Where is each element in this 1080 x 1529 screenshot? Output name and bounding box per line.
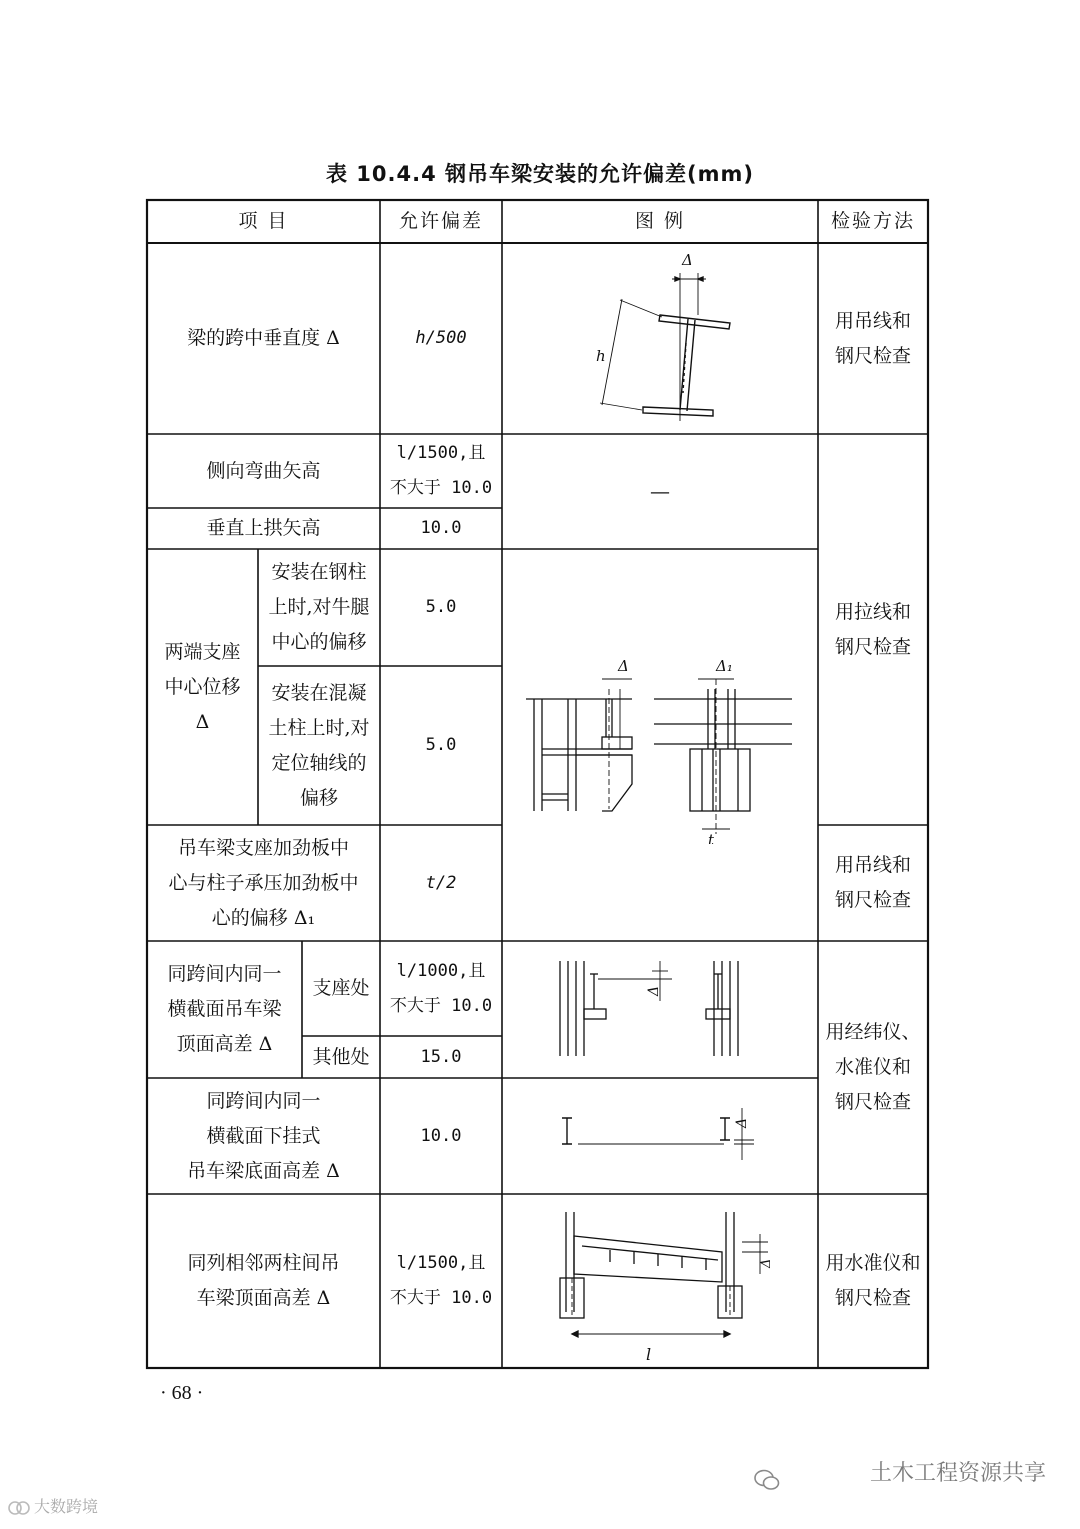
label-delta-left: Δ xyxy=(618,657,629,675)
watermark-logo-icon xyxy=(8,1499,30,1517)
watermark-right: 土木工程资源共享 xyxy=(869,1461,1046,1486)
page-number: · 68 · xyxy=(160,1382,204,1404)
method-line: 用经纬仪、 xyxy=(825,1021,921,1043)
wechat-icon xyxy=(754,1469,780,1491)
tolerance-line: l/1500,且 xyxy=(396,443,486,463)
method-line: 用吊线和 xyxy=(834,854,911,876)
row4-sub-a xyxy=(258,549,380,666)
row4-tol-a: 5.0 xyxy=(425,597,457,617)
group-line: 两端支座 xyxy=(164,640,241,663)
row6-sub-b: 其他处 xyxy=(312,1045,370,1068)
row5-tolerance: t/2 xyxy=(425,872,457,893)
item-line: 心与柱子承压加劲板中 xyxy=(168,871,359,894)
figure-adjacent-columns xyxy=(502,1194,818,1368)
table-title: 表 10.4.4 钢吊车梁安装的允许偏差(mm) xyxy=(326,162,754,186)
row4-group xyxy=(147,549,258,825)
item-line: 车梁顶面高差 Δ xyxy=(196,1287,331,1309)
group-line: 同跨间内同一 xyxy=(167,963,282,985)
item-line: 心的偏移 Δ₁ xyxy=(211,906,316,929)
tolerance-line: 不大于 10.0 xyxy=(389,995,493,1016)
label-delta1: Δ₁ xyxy=(716,657,733,675)
row2-4-method xyxy=(818,434,928,825)
label-delta-adjacent: Δ xyxy=(759,1258,774,1268)
header-tolerance: 允许偏差 xyxy=(398,210,483,232)
row7-item xyxy=(147,1078,380,1194)
row1-tolerance: h/500 xyxy=(415,328,467,348)
header-item: 项 目 xyxy=(238,210,289,232)
row8-tolerance xyxy=(380,1194,502,1368)
sub-line: 偏移 xyxy=(299,786,338,809)
row1-method xyxy=(818,243,928,434)
label-t: t xyxy=(708,831,715,844)
method-line: 用拉线和 xyxy=(834,600,911,623)
sub-line: 定位轴线的 xyxy=(271,751,367,774)
item-line: 横截面下挂式 xyxy=(206,1124,321,1147)
item-line: 同跨间内同一 xyxy=(206,1089,321,1112)
label-h: h xyxy=(596,347,606,365)
row1-item: 梁的跨中垂直度 Δ xyxy=(187,327,340,349)
group-line: 横截面吊车梁 xyxy=(167,998,282,1020)
tolerance-line: l/1000,且 xyxy=(396,960,486,981)
method-line: 钢尺检查 xyxy=(834,1287,911,1309)
sub-line: 土柱上时,对 xyxy=(268,716,370,739)
sub-line: 上时,对牛腿 xyxy=(268,596,370,618)
row4-tol-b: 5.0 xyxy=(425,735,457,755)
figure-top-elevation xyxy=(502,941,818,1078)
row2-figure-dash: — xyxy=(650,479,670,503)
header-method: 检验方法 xyxy=(830,210,915,232)
label-l: l xyxy=(646,1345,652,1364)
tolerance-line: l/1500,且 xyxy=(396,1253,486,1273)
row6-7-method xyxy=(818,941,928,1194)
row2-tolerance xyxy=(380,434,502,508)
row5-method xyxy=(818,825,928,941)
tolerance-line: 不大于 10.0 xyxy=(389,1288,493,1308)
tolerance-line: 不大于 10.0 xyxy=(389,478,493,498)
row6-group xyxy=(147,941,302,1078)
group-line: 中心位移 xyxy=(164,675,241,698)
method-line: 钢尺检查 xyxy=(834,1091,911,1113)
figure-bottom-elevation xyxy=(502,1078,818,1194)
row6-sub-a: 支座处 xyxy=(312,977,370,999)
group-line: Δ xyxy=(195,710,210,733)
figure-beam-verticality xyxy=(502,243,818,434)
item-line: 吊车梁底面高差 Δ xyxy=(187,1159,340,1182)
item-line: 吊车梁支座加劲板中 xyxy=(177,836,349,859)
row7-tolerance: 10.0 xyxy=(420,1125,462,1146)
label-delta-bottom: Δ xyxy=(734,1117,750,1128)
label-delta: Δ xyxy=(682,251,693,269)
watermark-left: 大数跨境 xyxy=(34,1497,99,1516)
row4-sub-b xyxy=(258,666,380,825)
row3-item: 垂直上拱矢高 xyxy=(206,517,321,539)
row8-item xyxy=(147,1194,380,1368)
row6-tol-a xyxy=(380,941,502,1036)
method-line: 钢尺检查 xyxy=(834,344,911,367)
sub-line: 安装在钢柱 xyxy=(271,561,367,583)
group-line: 顶面高差 Δ xyxy=(176,1033,273,1055)
row3-tolerance: 10.0 xyxy=(420,518,462,538)
method-line: 钢尺检查 xyxy=(834,635,911,658)
row6-tol-b: 15.0 xyxy=(420,1046,462,1067)
sub-line: 中心的偏移 xyxy=(271,631,367,653)
label-delta-top: Δ xyxy=(646,985,662,996)
item-line: 同列相邻两柱间吊 xyxy=(187,1252,340,1274)
row2-item: 侧向弯曲矢高 xyxy=(206,459,321,482)
method-line: 用水准仪和 xyxy=(825,1252,921,1274)
header-figure: 图 例 xyxy=(634,210,686,232)
sub-line: 安装在混凝 xyxy=(271,681,367,704)
method-line: 用吊线和 xyxy=(834,309,911,332)
row8-method xyxy=(818,1194,928,1368)
figure-support-displacement xyxy=(502,549,818,844)
method-line: 钢尺检查 xyxy=(834,889,911,911)
row5-item xyxy=(147,825,380,941)
method-line: 水准仪和 xyxy=(834,1056,911,1078)
